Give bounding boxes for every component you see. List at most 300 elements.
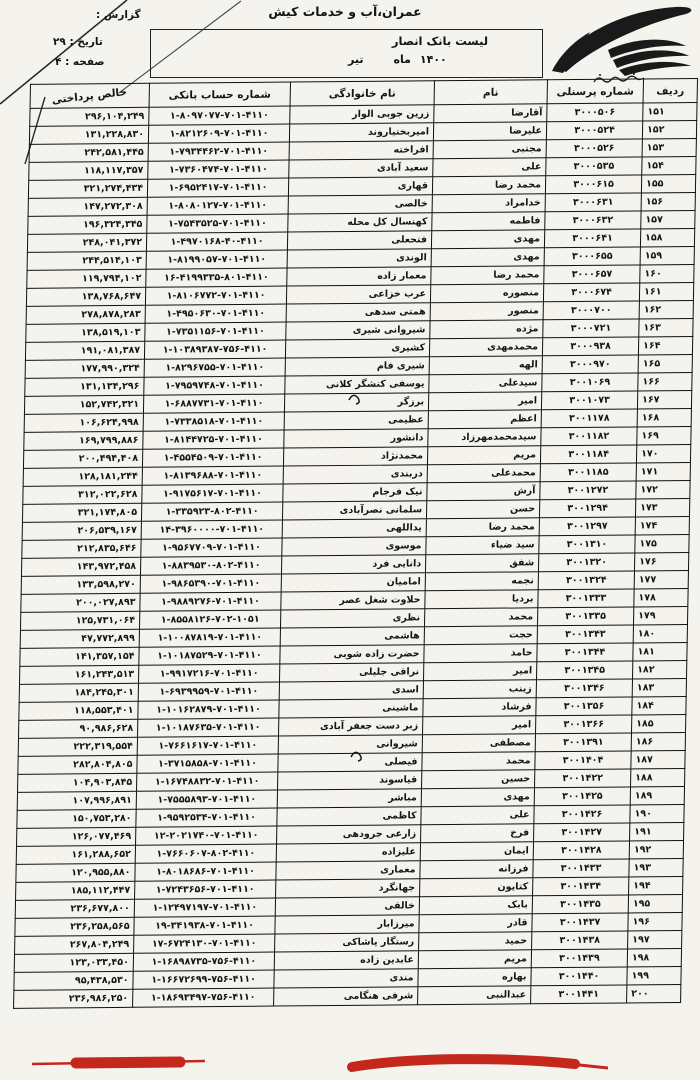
cell-row-index: ۱۸۳ [632, 678, 686, 696]
cell-last-name: شیروانی [278, 735, 422, 754]
cell-account-no: ۱-۸۸۳۹۵۳۰-۸۰۲-۴۱۱۰ [140, 556, 281, 575]
cell-personnel-no: ۳۰۰۱۴۳۴ [533, 877, 629, 896]
cell-first-name: فرشاد [423, 698, 536, 717]
cell-account-no: ۱-۱۰۰۸۷۸۱۹-۷۰۱-۴۱۱۰ [139, 628, 280, 647]
cell-account-no: ۱۲-۲۰۲۱۷۴۰-۷۰۱-۴۱۱۰ [136, 826, 277, 845]
cell-first-name: امیر [423, 716, 536, 735]
cell-account-no: ۱-۷۶۶۰۶۰۷-۸۰۲-۴۱۱۰ [135, 844, 276, 863]
cell-first-name: نجمه [425, 572, 538, 591]
cell-first-name: حامد [424, 644, 537, 663]
cell-last-name: رستگار پاشاکی [275, 933, 419, 952]
cell-first-name: فرخ [421, 824, 534, 843]
cell-personnel-no: ۳۰۰۰۶۵۷ [544, 265, 640, 284]
cell-personnel-no: ۳۰۰۱۴۳۳ [533, 859, 629, 878]
cell-row-index: ۱۸۹ [630, 786, 684, 804]
cell-net-pay: ۲۰۰,۰۲۷,۸۹۳ [21, 593, 140, 612]
cell-account-no: ۱-۴۵۵۴۵۰۹-۷۰۱-۴۱۱۰ [142, 448, 283, 467]
cell-personnel-no: ۳۰۰۱۴۴۱ [531, 985, 627, 1004]
cell-net-pay: ۱۹۶,۳۲۴,۳۴۵ [28, 215, 147, 234]
cell-row-index: ۲۰۰ [627, 984, 681, 1002]
cell-first-name: سیدمحمدمهرزاد [428, 428, 541, 447]
cell-last-name: نراقی جلیلی [279, 663, 423, 682]
cell-row-index: ۱۹۹ [627, 966, 681, 984]
cell-personnel-no: ۳۰۰۱۴۲۲ [535, 769, 631, 788]
cell-first-name: امیر [423, 662, 536, 681]
cell-first-name: محمد [424, 608, 537, 627]
cell-first-name: حسین [422, 770, 535, 789]
cell-row-index: ۱۶۵ [638, 354, 692, 372]
cell-personnel-no: ۳۰۰۰۶۵۵ [544, 247, 640, 266]
cell-personnel-no: ۳۰۰۱۴۲۸ [533, 841, 629, 860]
cell-personnel-no: ۳۰۰۱۴۲۷ [534, 823, 630, 842]
cell-account-no: ۱۹-۳۴۱۹۳۸-۷۰۱-۴۱۱۰ [134, 916, 275, 935]
cell-net-pay: ۱۸۴,۲۴۵,۳۰۱ [19, 683, 138, 702]
cell-account-no: ۱-۹۹۱۷۲۱۶-۷۰۱-۴۱۱۰ [138, 664, 279, 683]
cell-last-name: شیری فام [285, 357, 429, 376]
cell-last-name: نظری [280, 609, 424, 628]
page-label: صفحه : [65, 56, 105, 68]
report-label: گزارش : [96, 9, 141, 21]
cell-last-name: معماری [276, 861, 420, 880]
cell-last-name: هاشمی [280, 627, 424, 646]
list-title: لیست بانک انصار [391, 34, 489, 48]
cell-personnel-no: ۳۰۰۱۱۷۸ [541, 409, 637, 428]
cell-first-name: مریم [427, 446, 540, 465]
header-first-name: نام [434, 80, 547, 105]
cell-last-name: عابدین زاده [274, 951, 418, 970]
cell-last-name: فتحعلی [287, 231, 431, 250]
cell-personnel-no: ۳۰۰۱۳۳۳ [538, 589, 634, 608]
cell-last-name: یداللهی [282, 519, 426, 538]
cell-account-no: ۱-۳۷۱۵۸۵۸-۷۰۱-۴۱۱۰ [137, 754, 278, 773]
cell-net-pay: ۱۶۱,۲۸۸,۶۵۲ [16, 845, 135, 864]
cell-first-name: قادر [419, 914, 532, 933]
cell-first-name: مژده [430, 320, 543, 339]
header-row-index: ردیف [643, 78, 697, 102]
page-value: ۴ [55, 56, 62, 68]
cell-last-name: معمار زاده [287, 267, 431, 286]
cell-net-pay: ۲۱۲,۸۳۵,۶۴۶ [22, 539, 141, 558]
cell-row-index: ۱۷۶ [634, 552, 688, 570]
cell-personnel-no: ۳۰۰۱۳۴۶ [536, 679, 632, 698]
cell-personnel-no: ۳۰۰۱۱۸۴ [540, 445, 636, 464]
cell-personnel-no: ۳۰۰۰۷۲۱ [543, 319, 639, 338]
cell-net-pay: ۱۰۷,۹۹۶,۸۹۱ [17, 791, 136, 810]
cell-last-name: حضرت زاده شوبی [280, 645, 424, 664]
cell-personnel-no: ۳۰۰۱۳۴۴ [537, 643, 633, 662]
cell-account-no: ۱-۷۲۴۳۶۵۶-۷۰۱-۴۱۱۰ [135, 880, 276, 899]
cell-net-pay: ۱۶۱,۲۴۳,۵۱۳ [19, 665, 138, 684]
cell-personnel-no: ۳۰۰۰۶۴۱ [544, 229, 640, 248]
cell-first-name: فاطمه [432, 212, 545, 231]
cell-row-index: ۱۵۷ [641, 210, 695, 228]
cell-account-no: ۱-۷۹۳۴۴۶۲-۷۰۱-۴۱۱۰ [148, 142, 289, 161]
cell-last-name: عرب خزاعی [286, 285, 430, 304]
cell-last-name: کاظمی [277, 807, 421, 826]
cell-net-pay: ۱۲۸,۱۸۱,۲۴۴ [23, 467, 142, 486]
cell-personnel-no: ۳۰۰۱۳۲۴ [538, 571, 634, 590]
cell-last-name: فیصلی [278, 753, 422, 772]
red-underline-net-pay-thick [76, 1062, 180, 1063]
cell-row-index: ۱۸۶ [631, 732, 685, 750]
cell-personnel-no: ۳۰۰۱۳۲۰ [538, 553, 634, 572]
cell-last-name: زرین جوبی الوار [290, 105, 434, 124]
cell-account-no: ۱-۹۱۷۵۶۱۷-۷۰۱-۴۱۱۰ [142, 484, 283, 503]
cell-account-no: ۱-۴۹۷۰۱۶۸-۴۰-۴۱۱۰ [146, 232, 287, 251]
date-field [53, 36, 103, 48]
cell-net-pay: ۱۴۱,۳۵۷,۱۵۴ [20, 647, 139, 666]
header-account-no: شماره حساب بانکی [149, 82, 290, 107]
cell-last-name: حلاوت شغل عصر [281, 591, 425, 610]
cell-personnel-no: ۳۰۰۱۳۹۱ [535, 733, 631, 752]
cell-last-name: علیزاده [276, 843, 420, 862]
cell-account-no: ۱-۱۰۱۸۷۶۳۵-۷۰۱-۴۱۱۰ [138, 718, 279, 737]
cell-last-name: خالقی [275, 897, 419, 916]
cell-net-pay: ۱۶۹,۷۹۹,۸۸۶ [24, 431, 143, 450]
cell-row-index: ۱۸۰ [633, 624, 687, 642]
cell-first-name: علی [421, 806, 534, 825]
cell-first-name: بابک [419, 896, 532, 915]
cell-first-name: محمدمهدی [429, 338, 542, 357]
cell-account-no: ۱۴-۳۹۶۰۰۰۰-۷۰۱-۴۱۱۰ [141, 520, 282, 539]
header-personnel-no: شماره پرسنلی [547, 79, 643, 104]
cell-row-index: ۱۷۰ [636, 444, 690, 462]
cell-personnel-no: ۳۰۰۱۴۰۴ [535, 751, 631, 770]
cell-row-index: ۱۶۳ [639, 318, 693, 336]
cell-last-name: برزگر [284, 393, 428, 412]
cell-account-no: ۱-۴۹۵۰۶۳۰-۷۰۱-۴۱۱۰ [145, 304, 286, 323]
cell-account-no: ۱-۸۲۹۶۷۵۵-۷۰۱-۴۱۱۰ [144, 358, 285, 377]
cell-first-name: محمد [422, 752, 535, 771]
cell-account-no: ۱-۱۶۸۹۸۷۳۵-۷۵۶-۴۱۱۰ [133, 952, 274, 971]
cell-account-no: ۱-۸۱۴۴۷۲۵-۷۰۱-۴۱۱۰ [143, 430, 284, 449]
cell-row-index: ۱۶۲ [639, 300, 693, 318]
cell-account-no: ۱-۹۵۶۷۷۰۹-۷۰۱-۴۱۱۰ [141, 538, 282, 557]
cell-last-name: زبر دست جعفر آبادی [279, 717, 423, 736]
cell-row-index: ۱۵۵ [641, 174, 695, 192]
cell-row-index: ۱۹۶ [628, 912, 682, 930]
cell-last-name: همتی سدهی [286, 303, 430, 322]
cell-last-name: ماشینی [279, 699, 423, 718]
cell-account-no: ۱-۱۸۶۹۳۴۹۷-۷۵۶-۴۱۱۰ [133, 988, 274, 1007]
cell-personnel-no: ۳۰۰۰۵۲۶ [546, 139, 642, 158]
period-month-word: ماه [393, 53, 411, 66]
cell-first-name: منصوره [430, 284, 543, 303]
cell-personnel-no: ۳۰۰۰۶۳۲ [545, 211, 641, 230]
cell-personnel-no: ۳۰۰۰۷۰۰ [543, 301, 639, 320]
cell-personnel-no: ۳۰۰۱۴۲۶ [534, 805, 630, 824]
cell-net-pay: ۱۰۶,۶۲۴,۹۹۸ [24, 413, 143, 432]
cell-last-name: جهانگرد [276, 879, 420, 898]
cell-account-no: ۱-۷۳۳۸۵۱۸-۷۰۱-۴۱۱۰ [143, 412, 284, 431]
cell-net-pay: ۲۰۶,۵۳۹,۱۶۷ [22, 521, 141, 540]
cell-account-no: ۱-۱۶۷۴۸۸۳۲-۷۰۱-۴۱۱۰ [137, 772, 278, 791]
cell-account-no: ۱-۸۲۱۲۶۰۹-۷۰۱-۴۱۱۰ [148, 124, 289, 143]
cell-net-pay: ۴۷,۷۷۲,۸۹۹ [20, 629, 139, 648]
date-label: تاریخ : [69, 36, 103, 48]
cell-net-pay: ۳۲۱,۱۷۴,۸۰۵ [22, 503, 141, 522]
cell-net-pay: ۱۲۰,۹۵۵,۸۸۰ [16, 863, 135, 882]
cell-first-name: بردیا [425, 590, 538, 609]
red-underline-net-pay [32, 1061, 205, 1064]
cell-last-name: یوسفی کنشگر کلانی [285, 375, 429, 394]
cell-net-pay: ۱۳۳,۵۹۸,۲۷۰ [21, 575, 140, 594]
cell-account-no: ۱-۸۰۹۷۰۷۷-۷۰۱-۴۱۱۰ [149, 106, 290, 125]
cell-first-name: محمدعلی [427, 464, 540, 483]
cell-net-pay: ۱۸۵,۱۱۲,۴۴۷ [16, 881, 135, 900]
cell-row-index: ۱۷۹ [633, 606, 687, 624]
cell-net-pay: ۱۲۳,۰۳۳,۴۵۰ [14, 953, 133, 972]
cell-last-name: افراخته [289, 141, 433, 160]
cell-first-name: علیرضا [433, 122, 546, 141]
cell-first-name: علی [433, 158, 546, 177]
header-net-pay: خالص پرداختی [30, 83, 149, 108]
cell-net-pay: ۱۱۸,۵۵۳,۴۰۱ [19, 701, 138, 720]
cell-last-name: اسدی [279, 681, 423, 700]
cell-net-pay: ۱۴۳,۹۷۲,۴۵۸ [21, 557, 140, 576]
cell-last-name: مندی [274, 969, 418, 988]
cell-row-index: ۱۷۵ [635, 534, 689, 552]
company-title: عمران،آب و خدمات کیش [268, 4, 422, 19]
cell-first-name: سیدعلی [429, 374, 542, 393]
cell-personnel-no: ۳۰۰۱۳۵۶ [536, 697, 632, 716]
cell-first-name: کتایون [420, 878, 533, 897]
cell-row-index: ۱۹۸ [627, 948, 681, 966]
cell-net-pay: ۲۴۸,۰۴۱,۳۷۲ [27, 233, 146, 252]
cell-net-pay: ۱۲۶,۰۷۷,۴۶۹ [17, 827, 136, 846]
cell-first-name: خدامراد [432, 194, 545, 213]
cell-last-name: عظیمی [284, 411, 428, 430]
cell-net-pay: ۱۳۱,۱۳۴,۲۹۶ [25, 377, 144, 396]
cell-personnel-no: ۳۰۰۰۹۳۸ [542, 337, 638, 356]
cell-first-name: شفق [425, 554, 538, 573]
cell-last-name: زارعی جرودهی [277, 825, 421, 844]
cell-personnel-no: ۳۰۰۱۴۳۸ [532, 931, 628, 950]
cell-first-name: محمد رضا [431, 266, 544, 285]
cell-net-pay: ۱۳۸,۵۱۹,۱۰۳ [26, 323, 145, 342]
cell-row-index: ۱۶۶ [638, 372, 692, 390]
cell-first-name: بهاره [418, 968, 531, 987]
cell-first-name: آرش [427, 482, 540, 501]
cell-row-index: ۱۵۲ [642, 120, 696, 138]
cell-last-name: محمدنژاد [283, 447, 427, 466]
cell-personnel-no: ۳۰۰۱۲۹۷ [539, 517, 635, 536]
cell-last-name: خالصی [288, 195, 432, 214]
cell-row-index: ۱۸۴ [632, 696, 686, 714]
cell-personnel-no: ۳۰۰۰۵۳۵ [546, 157, 642, 176]
cell-first-name: مریم [418, 950, 531, 969]
cell-personnel-no: ۳۰۰۰۶۳۱ [545, 193, 641, 212]
cell-first-name: حجت [424, 626, 537, 645]
cell-row-index: ۱۸۲ [632, 660, 686, 678]
cell-last-name: میرزابار [275, 915, 419, 934]
cell-account-no: ۱-۷۹۵۹۷۴۸-۷۰۱-۴۱۱۰ [144, 376, 285, 395]
cell-account-no: ۱۷-۶۷۲۴۱۳۰-۷۰۱-۴۱۱۰ [134, 934, 275, 953]
cell-row-index: ۱۹۱ [630, 822, 684, 840]
cell-first-name: حمید [419, 932, 532, 951]
cell-net-pay: ۹۰,۹۸۶,۶۲۸ [19, 719, 138, 738]
cell-row-index: ۱۶۹ [637, 426, 691, 444]
cell-row-index: ۱۶۰ [640, 264, 694, 282]
cell-last-name: شرفی هنگامی [274, 987, 418, 1006]
cell-first-name: مصطفی [422, 734, 535, 753]
cell-row-index: ۱۹۴ [629, 876, 683, 894]
date-value: ۲۹ [53, 36, 66, 48]
cell-last-name: موسوی [282, 537, 426, 556]
cell-net-pay: ۲۳۶,۲۵۸,۵۶۵ [15, 917, 134, 936]
cell-personnel-no: ۳۰۰۱۴۳۷ [532, 913, 628, 932]
cell-net-pay: ۲۳۶,۹۸۶,۲۵۰ [14, 989, 133, 1008]
cell-last-name: امیربختیاروند [289, 123, 433, 142]
cell-personnel-no: ۳۰۰۱۳۶۶ [536, 715, 632, 734]
cell-personnel-no: ۳۰۰۱۰۷۳ [541, 391, 637, 410]
cell-last-name: کشیری [285, 339, 429, 358]
cell-account-no: ۱-۱۰۱۸۷۵۲۹-۷۰۱-۴۱۱۰ [139, 646, 280, 665]
cell-row-index: ۱۵۳ [642, 138, 696, 156]
cell-first-name: عبدالنبی [418, 986, 531, 1005]
cell-net-pay: ۱۷۷,۹۹۰,۳۲۴ [25, 359, 144, 378]
cell-personnel-no: ۳۰۰۰۵۰۶ [547, 103, 643, 122]
cell-net-pay: ۹۵,۴۳۸,۵۳۰ [14, 971, 133, 990]
cell-personnel-no: ۳۰۰۱۲۷۲ [540, 481, 636, 500]
cell-row-index: ۱۹۷ [628, 930, 682, 948]
cell-last-name: الوندی [287, 249, 431, 268]
cell-account-no: ۱-۸۵۵۸۱۲۶-۷۰۲-۱۰۵۱ [139, 610, 280, 629]
cell-net-pay: ۱۲۵,۷۳۱,۰۶۴ [20, 611, 139, 630]
cell-net-pay: ۱۳۸,۷۶۸,۶۴۷ [26, 287, 145, 306]
cell-personnel-no: ۳۰۰۱۴۳۵ [532, 895, 628, 914]
cell-last-name: مباشر [277, 789, 421, 808]
cell-first-name: اعظم [428, 410, 541, 429]
cell-net-pay: ۱۳۱,۲۲۸,۸۳۰ [29, 125, 148, 144]
cell-account-no: ۱-۸۱۹۹۰۵۷-۷۰۱-۴۱۱۰ [146, 250, 287, 269]
cell-last-name: قهاری [288, 177, 432, 196]
cell-first-name: مهدی [431, 230, 544, 249]
cell-first-name: فرزانه [420, 860, 533, 879]
cell-row-index: ۱۵۴ [642, 156, 696, 174]
cell-account-no: ۱-۱۶۶۷۲۶۹۹-۷۵۶-۴۱۱۰ [133, 970, 274, 989]
cell-last-name: شیروانی شیری [286, 321, 430, 340]
cell-net-pay: ۲۴۲,۵۸۱,۴۴۵ [29, 143, 148, 162]
cell-account-no: ۱-۸۰۸۰۱۲۷-۷۰۱-۴۱۱۰ [147, 196, 288, 215]
cell-personnel-no: ۳۰۰۱۳۴۳ [537, 625, 633, 644]
cell-net-pay: ۲۶۷,۸۰۴,۲۴۹ [15, 935, 134, 954]
cell-net-pay: ۱۹۱,۰۸۱,۳۸۷ [25, 341, 144, 360]
cell-account-no: ۱-۷۵۴۳۵۲۵-۷۰۱-۴۱۱۰ [147, 214, 288, 233]
cell-personnel-no: ۳۰۰۱۴۲۵ [534, 787, 630, 806]
cell-row-index: ۱۶۷ [637, 390, 691, 408]
cell-first-name: منصور [430, 302, 543, 321]
cell-account-no: ۱-۹۸۸۹۲۷۶-۷۰۱-۴۱۱۰ [140, 592, 281, 611]
cell-row-index: ۱۷۸ [634, 588, 688, 606]
cell-account-no: ۱-۹۵۹۲۵۳۴-۷۰۱-۴۱۱۰ [136, 808, 277, 827]
cell-personnel-no: ۳۰۰۰۹۷۰ [542, 355, 638, 374]
cell-personnel-no: ۳۰۰۱۳۳۵ [537, 607, 633, 626]
cell-last-name: نیک فرجام [283, 483, 427, 502]
cell-net-pay: ۳۱۲,۰۲۲,۶۲۸ [23, 485, 142, 504]
cell-row-index: ۱۷۷ [634, 570, 688, 588]
cell-first-name: مهدی [431, 248, 544, 267]
cell-net-pay: ۲۸۲,۸۰۴,۸۰۵ [18, 755, 137, 774]
cell-first-name: محمد رضا [432, 176, 545, 195]
cell-account-no: ۱-۷۳۶۰۴۷۴-۷۰۱-۴۱۱۰ [148, 160, 289, 179]
cell-row-index: ۱۹۲ [629, 840, 683, 858]
cell-row-index: ۱۷۱ [636, 462, 690, 480]
cell-last-name: سعید آبادی [289, 159, 433, 178]
cell-net-pay: ۱۴۷,۲۷۲,۳۰۸ [28, 197, 147, 216]
cell-row-index: ۱۸۱ [633, 642, 687, 660]
cell-row-index: ۱۵۸ [640, 228, 694, 246]
cell-net-pay: ۲۹۶,۱۰۴,۲۴۹ [30, 107, 149, 126]
cell-row-index: ۱۸۷ [631, 750, 685, 768]
cell-row-index: ۱۶۸ [637, 408, 691, 426]
cell-net-pay: ۳۲۱,۲۷۴,۴۳۴ [28, 179, 147, 198]
cell-first-name: آقارضا [434, 104, 547, 123]
cell-first-name: امیر [428, 392, 541, 411]
cell-last-name: امامیان [281, 573, 425, 592]
period-year: ۱۴۰۰ [419, 53, 447, 66]
cell-personnel-no: ۳۰۰۰۶۱۵ [545, 175, 641, 194]
cell-account-no: ۱-۱۲۴۹۷۱۹۷-۷۰۱-۴۱۱۰ [134, 898, 275, 917]
cell-personnel-no: ۳۰۰۰۶۷۴ [543, 283, 639, 302]
cell-first-name: زینب [423, 680, 536, 699]
cell-net-pay: ۱۱۹,۷۹۴,۱۰۲ [27, 269, 146, 288]
cell-first-name: حسن [426, 500, 539, 519]
page-number-field [55, 56, 105, 68]
cell-account-no: ۱۶-۴۱۹۹۳۳۵-۸۰۱-۴۱۱۰ [146, 268, 287, 287]
cell-net-pay: ۱۰۴,۹۰۳,۸۴۵ [18, 773, 137, 792]
bank-list-table-wrap [13, 78, 697, 1009]
cell-row-index: ۱۹۳ [629, 858, 683, 876]
cell-account-no: ۱-۳۳۵۹۲۳-۸۰۲-۴۱۱۰ [141, 502, 282, 521]
cell-first-name: ایمان [420, 842, 533, 861]
cell-personnel-no: ۳۰۰۱۳۴۵ [536, 661, 632, 680]
cell-personnel-no: ۳۰۰۱۴۳۹ [531, 949, 627, 968]
cell-last-name: دانشور [284, 429, 428, 448]
cell-row-index: ۱۵۶ [641, 192, 695, 210]
cell-row-index: ۱۸۸ [631, 768, 685, 786]
cell-account-no: ۱-۷۵۵۵۸۹۳-۷۰۱-۴۱۱۰ [136, 790, 277, 809]
red-underline-name-tail [570, 1064, 608, 1068]
header-last-name: نام خانوادگی [290, 81, 434, 106]
cell-net-pay: ۲۲۲,۳۱۹,۵۵۴ [18, 737, 137, 756]
cell-personnel-no: ۳۰۰۱۲۹۴ [539, 499, 635, 518]
cell-row-index: ۱۸۵ [632, 714, 686, 732]
cell-first-name: محمد رضا [426, 518, 539, 537]
cell-personnel-no: ۳۰۰۱۳۱۰ [539, 535, 635, 554]
cell-last-name: دانایی فرد [281, 555, 425, 574]
cell-row-index: ۱۹۰ [630, 804, 684, 822]
cell-account-no: ۱-۶۸۸۷۷۳۱-۷۰۱-۴۱۱۰ [143, 394, 284, 413]
bank-list-table [13, 78, 698, 1009]
cell-row-index: ۱۹۵ [628, 894, 682, 912]
cell-row-index: ۱۵۱ [643, 102, 697, 120]
cell-net-pay: ۱۵۲,۷۴۲,۳۲۱ [24, 395, 143, 414]
cell-net-pay: ۲۰۰,۴۹۴,۴۰۸ [23, 449, 142, 468]
cell-personnel-no: ۳۰۰۱۴۴۰ [531, 967, 627, 986]
cell-personnel-no: ۳۰۰۰۵۲۴ [546, 121, 642, 140]
cell-account-no: ۱-۷۶۶۱۶۱۷-۷۰۱-۴۱۱۰ [137, 736, 278, 755]
cell-row-index: ۱۷۲ [636, 480, 690, 498]
cell-personnel-no: ۳۰۰۱۱۸۲ [541, 427, 637, 446]
cell-net-pay: ۱۵۰,۷۵۳,۲۸۰ [17, 809, 136, 828]
cell-row-index: ۱۶۱ [639, 282, 693, 300]
cell-last-name: کهنسال کل محله [288, 213, 432, 232]
cell-row-index: ۱۵۹ [640, 246, 694, 264]
cell-first-name: مهدی [421, 788, 534, 807]
cell-account-no: ۱-۸۰۱۸۶۸۶-۷۰۱-۴۱۱۰ [135, 862, 276, 881]
cell-last-name: دربندی [283, 465, 427, 484]
